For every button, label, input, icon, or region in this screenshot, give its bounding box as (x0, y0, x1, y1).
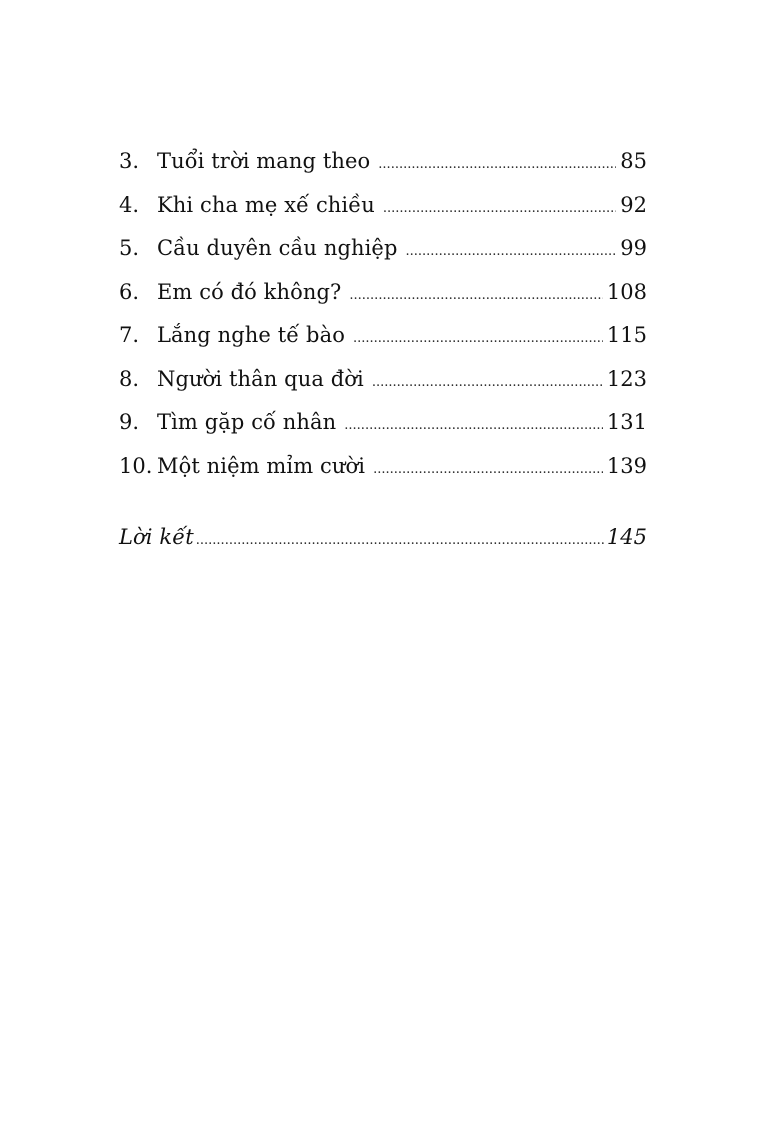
toc-closing-title: Lời kết (119, 525, 194, 549)
toc-entry-page: 99 (620, 236, 647, 260)
toc-entry-number: 10. (119, 453, 153, 478)
toc-entry-number: 7. (119, 323, 140, 347)
toc-entry-title: Một niệm mỉm cười (157, 453, 366, 478)
toc-entry-page: 131 (606, 410, 647, 434)
toc-entry-number: 6. (119, 279, 140, 304)
table-of-contents (119, 140, 647, 560)
toc-entry-title: Tuổi trời mang theo (157, 149, 371, 173)
toc-entry[interactable] (119, 140, 647, 184)
toc-entry-title: Cầu duyên cầu nghiệp (157, 236, 398, 260)
toc-entry-page: 92 (620, 192, 647, 217)
toc-entry[interactable] (119, 445, 647, 489)
toc-entry-title: Lắng nghe tế bào (157, 323, 345, 347)
toc-entry-page: 85 (620, 149, 647, 173)
toc-entry[interactable] (119, 271, 647, 315)
dot-leader (378, 143, 616, 187)
dot-leader (196, 519, 605, 563)
toc-entry-number: 8. (119, 366, 140, 391)
dot-leader (406, 230, 617, 274)
dot-leader (383, 187, 616, 231)
toc-entry[interactable] (119, 184, 647, 228)
dot-leader (373, 448, 603, 492)
dot-leader (344, 404, 603, 448)
toc-entry-title: Tìm gặp cố nhân (157, 410, 337, 434)
toc-closing-page: 145 (606, 525, 647, 549)
toc-entry-title: Người thân qua đời (157, 366, 364, 391)
toc-entry[interactable] (119, 401, 647, 445)
toc-entry[interactable] (119, 314, 647, 358)
toc-entry-title: Khi cha mẹ xế chiều (157, 192, 375, 217)
toc-entry[interactable] (119, 227, 647, 271)
toc-entry-title: Em có đó không? (157, 279, 342, 304)
toc-entry-number: 3. (119, 149, 140, 173)
toc-entry-closing[interactable] (119, 516, 647, 560)
dot-leader (349, 274, 603, 318)
toc-entry-page: 123 (606, 366, 647, 391)
toc-entry-number: 9. (119, 410, 140, 434)
dot-leader (372, 361, 603, 405)
toc-entry-number: 4. (119, 192, 140, 217)
toc-entry-number: 5. (119, 236, 140, 260)
toc-entry-page: 139 (606, 453, 647, 478)
toc-entry-page: 115 (606, 323, 647, 347)
toc-entry[interactable] (119, 358, 647, 402)
toc-entry-page: 108 (606, 279, 647, 304)
dot-leader (353, 317, 603, 361)
